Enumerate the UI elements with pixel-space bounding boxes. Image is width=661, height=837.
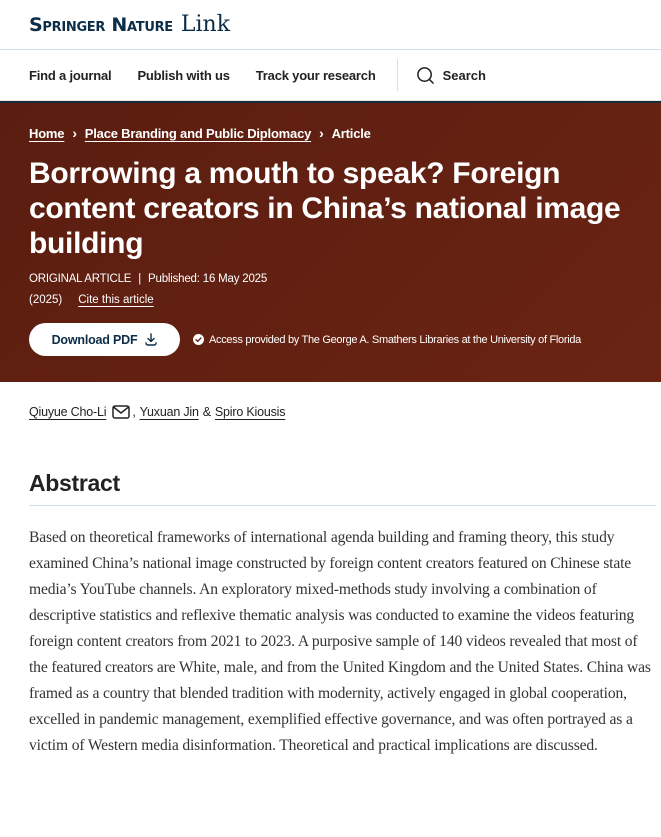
abstract-heading: Abstract xyxy=(29,470,656,506)
breadcrumb-journal[interactable]: Place Branding and Public Diplomacy xyxy=(84,125,312,141)
access-text: Access provided by The George A. Smathers Libraries at the University of Florida xyxy=(209,333,581,346)
site-header xyxy=(0,0,661,50)
article-citation-row xyxy=(29,294,632,306)
download-pdf-button[interactable] xyxy=(29,323,180,356)
download-icon xyxy=(145,333,157,346)
article-header-banner xyxy=(0,101,661,382)
author-separator: , xyxy=(132,405,136,419)
nav-publish-with-us[interactable]: Publish with us xyxy=(137,67,230,83)
nav-track-research[interactable]: Track your research xyxy=(255,67,376,83)
search-label: Search xyxy=(442,67,486,83)
search-icon xyxy=(416,66,435,85)
chevron-right-icon: › xyxy=(319,125,324,141)
article-meta xyxy=(29,273,632,285)
published-date: Published: 16 May 2025 xyxy=(148,273,268,285)
author-link[interactable]: Qiuyue Cho-Li xyxy=(29,405,107,419)
article-type: ORIGINAL ARTICLE xyxy=(29,273,132,285)
nav-find-journal[interactable]: Find a journal xyxy=(29,67,112,83)
springer-nature-link-logo[interactable] xyxy=(29,12,230,37)
main-nav xyxy=(0,50,661,101)
logo-brand: Springer Nature xyxy=(29,14,173,36)
breadcrumb-home[interactable]: Home xyxy=(29,125,65,141)
article-actions xyxy=(29,323,632,356)
access-provided-notice xyxy=(193,334,581,346)
author-ampersand: & xyxy=(202,405,211,419)
nav-divider xyxy=(397,59,398,91)
abstract-text: Based on theoretical frameworks of international agenda building and framing theory, this study examined China’s national image constructed by foreign content creators featured on Chinese state media’s YouTube channels. An exploratory mixed-methods study involving a combination of descriptive statistics and reflexive thematic analysis was conducted to examine the videos featuring foreign content creators from 2021 to 2023. A purposive sample of 140 videos revealed that most of the featured creators are White, male, and from the United Kingdom and the United States. China was framed as a country that blended tradition with modernity, actively engaged in global cooperation, excelled in pandemic management, exemplified effective governance, and was often portrayed as a victim of Western media disinformation. Theoretical and practical implications are discussed. xyxy=(29,529,651,754)
download-pdf-label: Download PDF xyxy=(51,332,138,347)
meta-separator: | xyxy=(138,273,142,285)
cite-this-article-link[interactable]: Cite this article xyxy=(78,294,154,306)
breadcrumb xyxy=(29,125,632,141)
check-circle-icon xyxy=(193,334,204,345)
article-year: (2025) xyxy=(29,294,63,306)
author-list xyxy=(29,405,285,419)
nav-search-button[interactable] xyxy=(416,66,486,85)
email-icon[interactable] xyxy=(112,405,130,419)
logo-suffix: Link xyxy=(180,12,231,37)
breadcrumb-current: Article xyxy=(331,125,371,141)
author-link[interactable]: Yuxuan Jin xyxy=(139,405,199,419)
article-title: Borrowing a mouth to speak? Foreign content creators in China’s national image building xyxy=(29,157,621,260)
chevron-right-icon: › xyxy=(72,125,77,141)
author-link[interactable]: Spiro Kiousis xyxy=(214,405,286,419)
